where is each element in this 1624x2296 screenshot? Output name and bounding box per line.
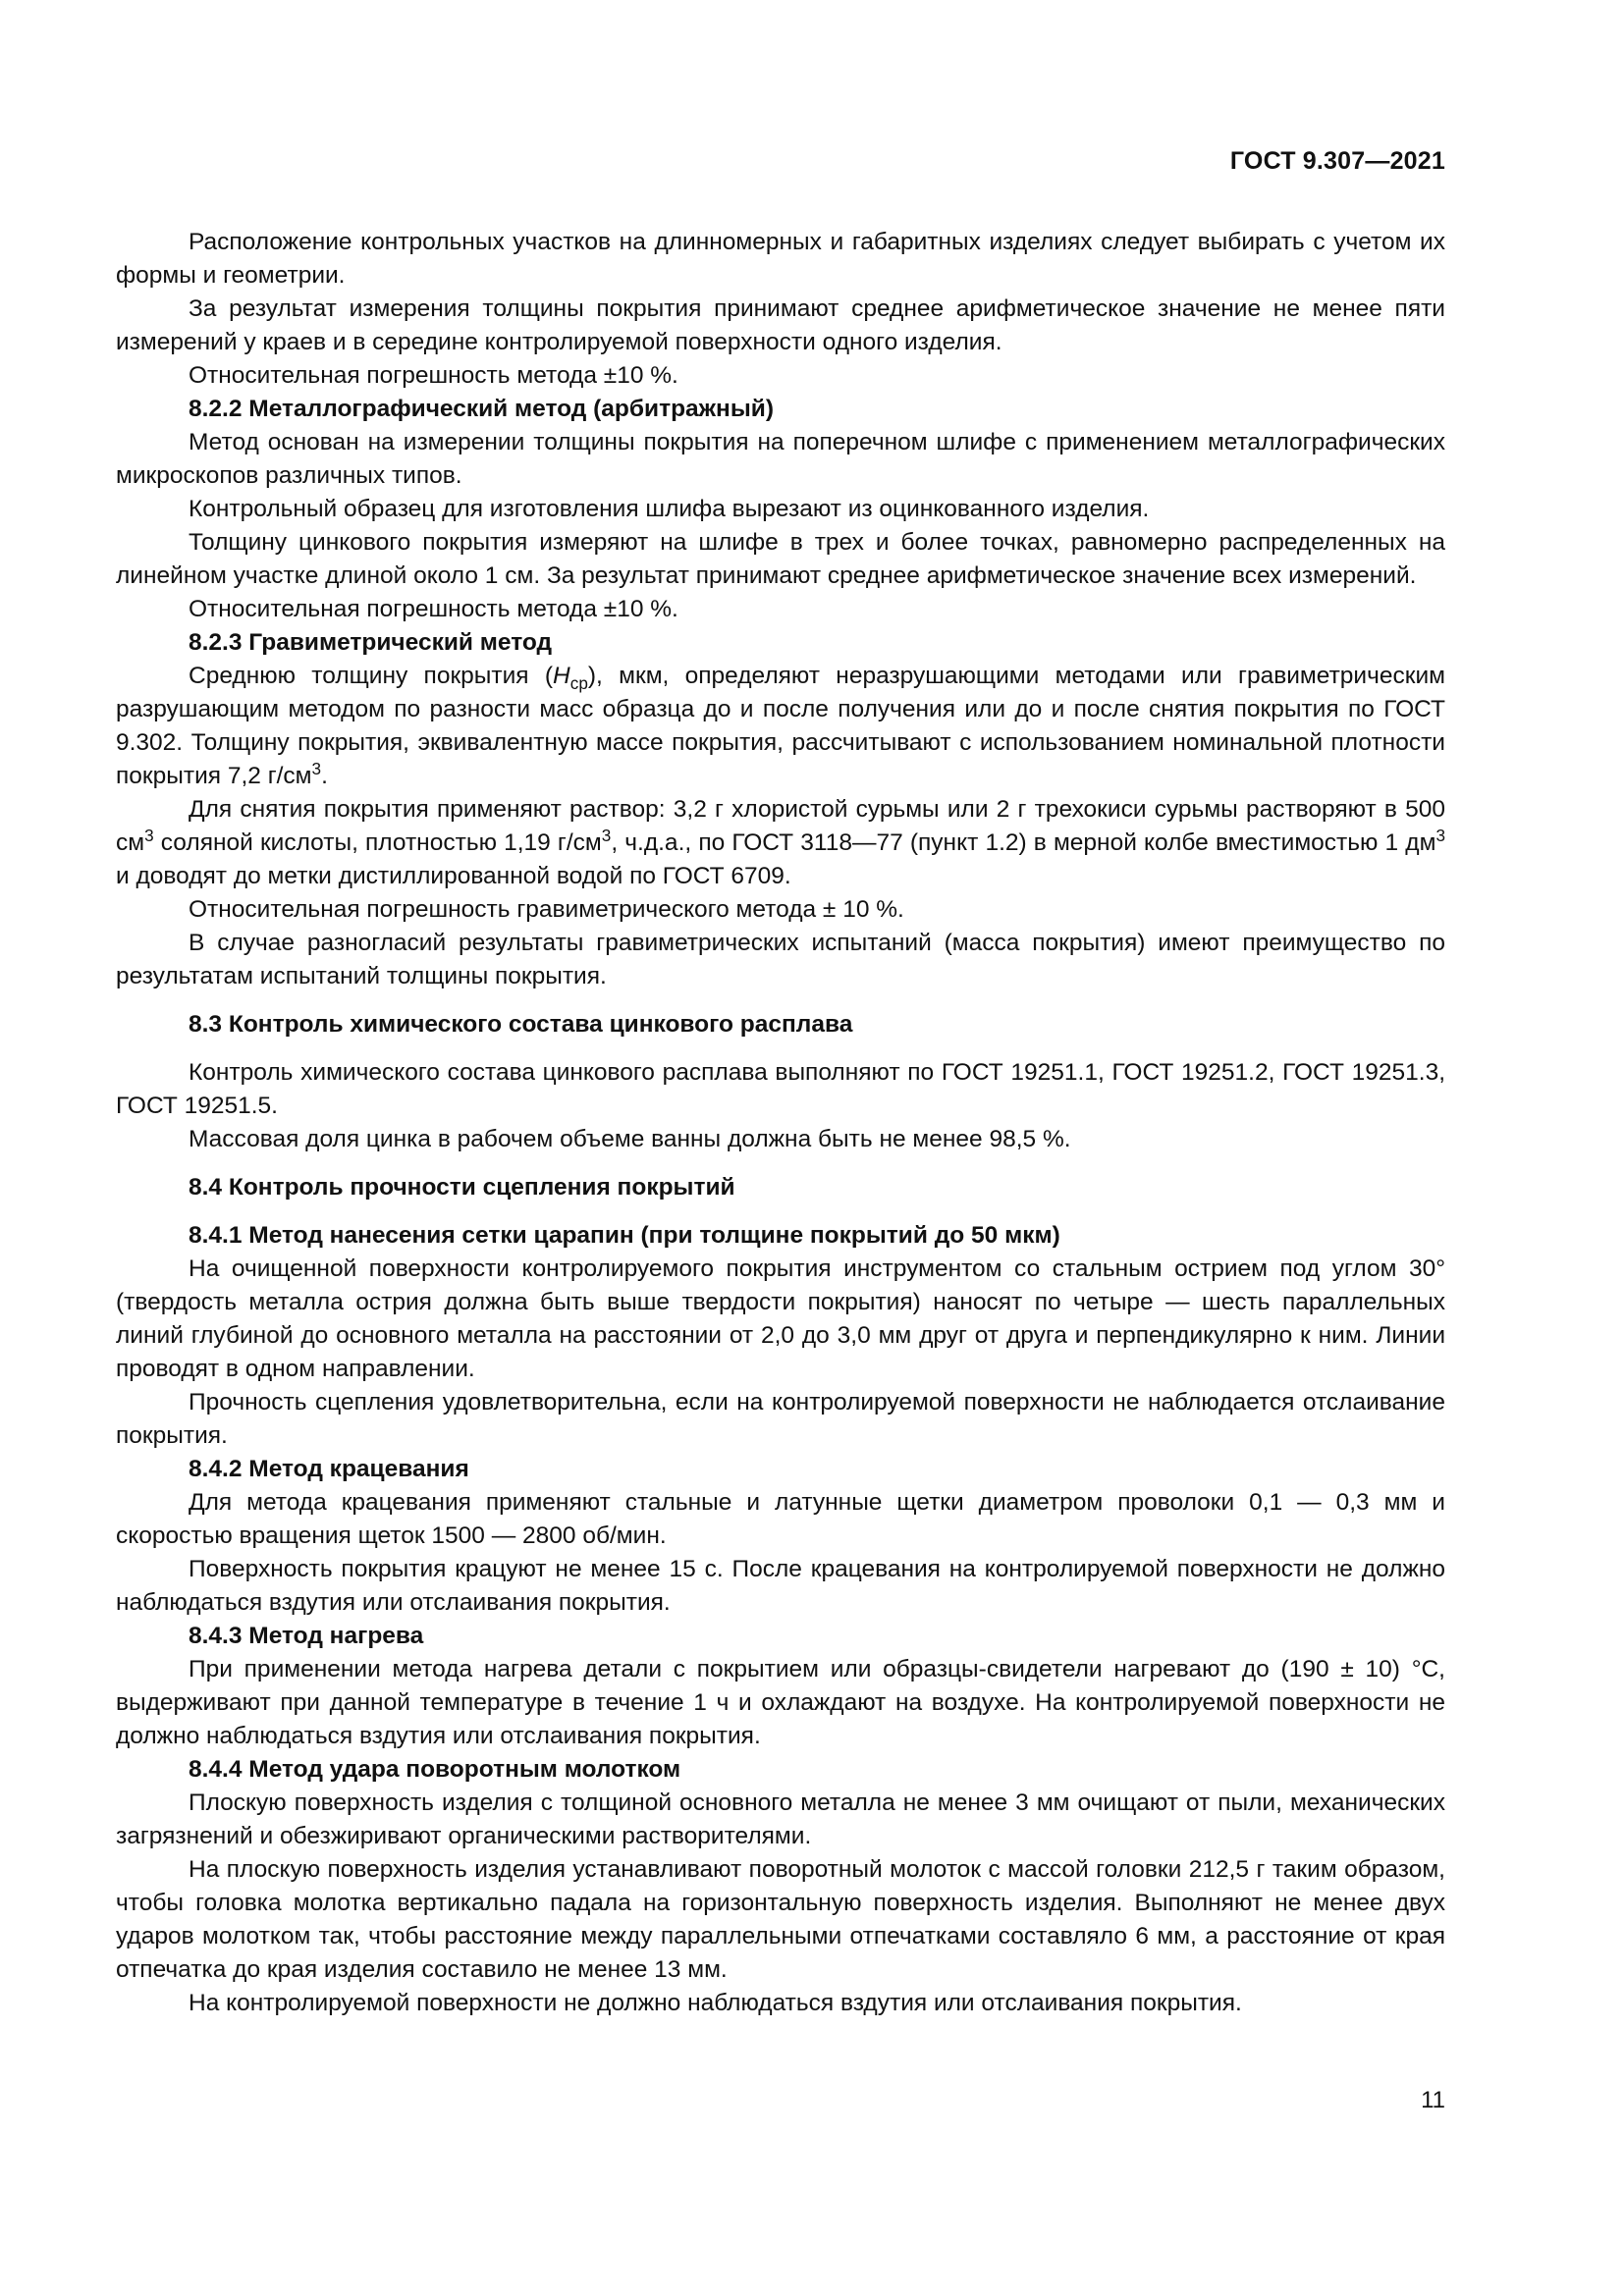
section-heading-8-4-4: 8.4.4 Метод удара поворотным молотком [189, 1756, 681, 1783]
paragraph: Для метода крацевания применяют стальные и латунные щетки диаметром проволоки 0,1 — 0,3 мм и скоростью вращения щеток 1500 — 2800 об/мин. [116, 1489, 1445, 1549]
paragraph: Толщину цинкового покрытия измеряют на шлифе в трех и более точках, равномерно распределенных на линейном участке длиной около 1 см. За результат принимают среднее арифметическое значение всех измерений. [116, 529, 1445, 589]
paragraph: Прочность сцепления удовлетворительна, если на контролируемой поверхности не наблюдается отслаивание покрытия. [116, 1389, 1445, 1449]
paragraph: Относительная погрешность метода ±10 %. [189, 596, 678, 622]
document-number-header: ГОСТ 9.307—2021 [1229, 147, 1445, 175]
paragraph: Контроль химического состава цинкового расплава выполняют по ГОСТ 19251.1, ГОСТ 19251.2, ГОСТ 19251.3, ГОСТ 19251.5. [116, 1059, 1445, 1119]
superscript: 3 [144, 825, 154, 845]
paragraph: На плоскую поверхность изделия устанавливают поворотный молоток с массой головки 212,5 г таким образом, чтобы головка молотка вертикально падала на горизонтальную поверхность изделия. Выполняют не менее двух ударов молотком так, чтобы расстояние между параллельными отпечатками составляло 6 мм, а расстояние от края отпечатка до края изделия составило не менее 13 мм. [116, 1856, 1445, 1983]
section-heading-8-2-2: 8.2.2 Металлографический метод (арбитражный) [189, 396, 774, 422]
paragraph-average-thickness: Среднюю толщину покрытия $(H_{ср})$, мкм, определяют неразрушающими методами или гравиметрическим разрушающим методом по разности масс образца до и после получения или до и после снятия покрытия по ГОСТ 9.302. Толщину покрытия, эквивалентную массе покрытия, рассчитывают с использованием номинальной плотности покрытия 7,2 $г/см^3$. [116, 663, 1445, 789]
paragraph: За результат измерения толщины покрытия принимают среднее арифметическое значение не менее пяти измерений у краев и в середине контролируемой поверхности одного изделия. [116, 295, 1445, 355]
document-body [116, 226, 1445, 2020]
section-heading-8-2-3: 8.2.3 Гравиметрический метод [189, 629, 553, 656]
superscript: 3 [311, 758, 322, 778]
paragraph: На контролируемой поверхности не должно наблюдаться вздутия или отслаивания покрытия. [189, 1990, 1242, 2016]
superscript: 3 [1435, 825, 1445, 845]
paragraph: В случае разногласий результаты гравиметрических испытаний (масса покрытия) имеют преимущество по результатам испытаний толщины покрытия. [116, 930, 1445, 989]
paragraph: Массовая доля цинка в рабочем объеме ванны должна быть не менее 98,5 %. [189, 1126, 1071, 1152]
paragraph: Поверхность покрытия крацуют не менее 15 с. После крацевания на контролируемой поверхности не должно наблюдаться вздутия или отслаивания покрытия. [116, 1556, 1445, 1616]
paragraph: Относительная погрешность метода ±10 %. [189, 362, 678, 389]
paragraph: На очищенной поверхности контролируемого покрытия инструментом со стальным острием под углом 30° (твердость металла острия должна быть выше твердости покрытия) наносят по четыре — шесть параллельных линий глубиной до основного металла на расстоянии от 2,0 до 3,0 мм друг от друга и перпендикулярно к ним. Линии проводят в одном направлении. [116, 1255, 1445, 1382]
section-heading-8-4-1: 8.4.1 Метод нанесения сетки царапин (при толщине покрытий до 50 мкм) [189, 1222, 1060, 1249]
paragraph: Контрольный образец для изготовления шлифа вырезают из оцинкованного изделия. [189, 496, 1150, 522]
paragraph-solution: Для снятия покрытия применяют раствор: 3,2 г хлористой сурьмы или 2 г трехокиси сурьмы растворяют в 500 $см^3$ соляной кислоты, плотностью 1,19 $г/см^3$, ч.д.а., по ГОСТ 3118—77 (пункт 1.2) в мерной колбе вместимостью 1 $дм^3$ и доводят до метки дистиллированной водой по ГОСТ 6709. [116, 796, 1445, 889]
paragraph: Плоскую поверхность изделия с толщиной основного металла не менее 3 мм очищают от пыли, механических загрязнений и обезжиривают органическими растворителями. [116, 1789, 1445, 1849]
paragraph: Относительная погрешность гравиметрического метода ± 10 %. [189, 896, 904, 923]
superscript: 3 [601, 825, 612, 845]
paragraph: При применении метода нагрева детали с покрытием или образцы-свидетели нагревают до (190 ± 10) °С, выдерживают при данной температуре в течение 1 ч и охлаждают на воздухе. На контролируемой поверхности не должно наблюдаться вздутия или отслаивания покрытия. [116, 1656, 1445, 1749]
thickness-symbol: H [553, 663, 570, 689]
section-heading-8-4-2: 8.4.2 Метод крацевания [189, 1456, 469, 1482]
section-heading-8-4-3: 8.4.3 Метод нагрева [189, 1623, 424, 1649]
section-heading-8-4: 8.4 Контроль прочности сцепления покрытий [189, 1174, 735, 1201]
thickness-subscript: ср [569, 672, 588, 693]
page-number: 11 [1421, 2087, 1445, 2113]
section-heading-8-3: 8.3 Контроль химического состава цинкового расплава [189, 1011, 853, 1038]
paragraph: Расположение контрольных участков на длинномерных и габаритных изделиях следует выбирать с учетом их формы и геометрии. [116, 229, 1445, 289]
paragraph: Метод основан на измерении толщины покрытия на поперечном шлифе с применением металлографических микроскопов различных типов. [116, 429, 1445, 489]
